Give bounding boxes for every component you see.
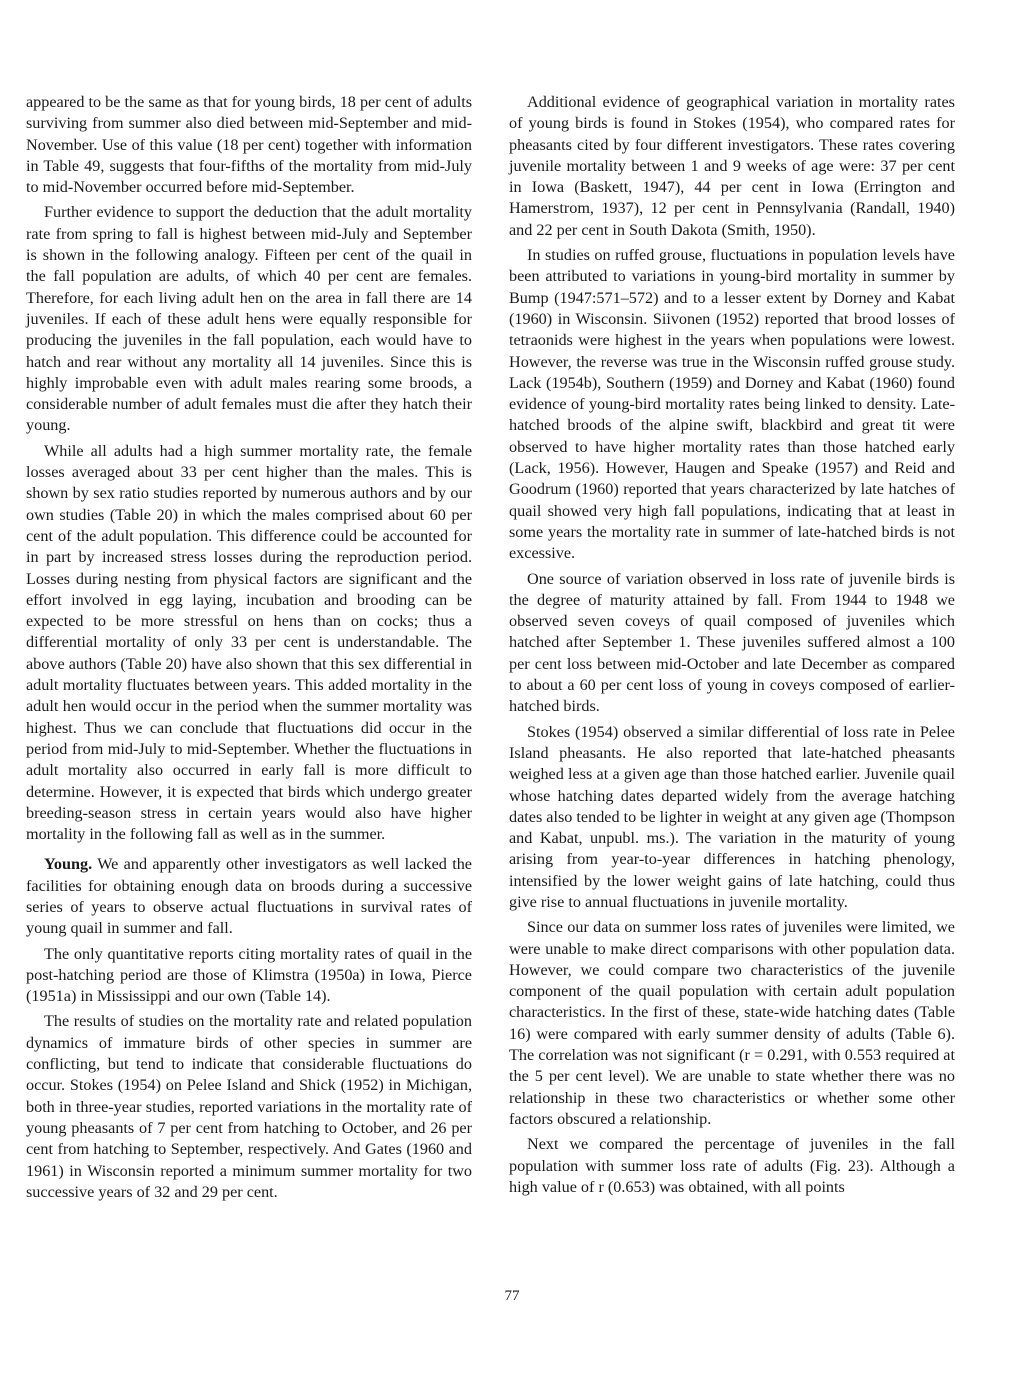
- section-heading-young: Young.: [44, 855, 93, 874]
- paragraph: The results of studies on the mortality rate and related population dynamics of immature birds of other species in summer are conflicting, but tend to indicate that considerable fluctuations do occur. Stokes (1954) on Pelee Island and Shick (1952) in Michigan, both in three-year studies, reported variations in the mortality rate of young pheasants of 7 per cent from hatching to October, and 26 per cent from hatching to September, respectively. And Gates (1960 and 1961) in Wisconsin reported a minimum summer mortality for two successive years of 32 and 29 per cent.: [26, 1012, 472, 1201]
- paragraph: One source of variation observed in loss rate of juvenile birds is the degree of maturity attained by fall. From 1944 to 1948 we observed seven coveys of quail composed of juveniles which hatched after September 1. These juveniles suffered almost a 100 per cent loss between mid-October and late December as compared to about a 60 per cent loss of young in coveys composed of earlier-hatched birds.: [509, 569, 955, 716]
- page-number: 77: [504, 1288, 520, 1304]
- paragraph: In studies on ruffed grouse, fluctuations in population levels have been attributed to variations in young-bird mortality in summer by Bump (1947:571–572) and to a lesser extent by Dorney and Kabat (1960) in Wisconsin. Siivonen (1952) reported that brood losses of tetraonids were highest in the years when populations were lowest. However, the reverse was true in the Wisconsin ruffed grouse study. Lack (1954b), Southern (1959) and Dorney and Kabat (1960) found evidence of young-bird mortality rates being linked to density. Late-hatched broods of the alpine swift, blackbird and great tit were observed to have higher mortality rates than those hatched early (Lack, 1956). However, Haugen and Speake (1957) and Reid and Goodrum (1960) reported that years characterized by late hatches of quail showed very high fall populations, indicating that at least in some years the mortality rate in summer of late-hatched birds is not excessive.: [509, 246, 955, 563]
- paragraph: appeared to be the same as that for young birds, 18 per cent of adults surviving from summer also died between mid-September and mid-November. Use of this value (18 per cent) together with information in Table 49, suggests that four-fifths of the mortality from mid-July to mid-November occurred before mid-September.: [26, 93, 472, 197]
- right-column: [509, 92, 955, 1198]
- section-paragraph-young: [26, 854, 472, 939]
- paragraph: Additional evidence of geographical variation in mortality rates of young birds is found in Stokes (1954), who compared rates for pheasants cited by four different investigators. These rates covering juvenile mortality between 1 and 9 weeks of age were: 37 per cent in Iowa (Baskett, 1947), 44 per cent in Iowa (Errington and Hamerstrom, 1937), 12 per cent in Pennsylvania (Randall, 1940) and 22 per cent in South Dakota (Smith, 1950).: [509, 93, 955, 239]
- paragraph: While all adults had a high summer mortality rate, the female losses averaged about 33 per cent higher than the males. This is shown by sex ratio studies reported by numerous authors and by our own studies (Table 20) in which the males comprised about 60 per cent of the adult population. This difference could be accounted for in part by increased stress losses during the reproduction period. Losses during nesting from physical factors are significant and the effort involved in egg laying, incubation and brooding can be expected to be more stressful on hens than on cocks; thus a differential mortality of only 33 per cent is understandable. The above authors (Table 20) have also shown that this sex differential in adult mortality fluctuates between years. This added mortality in the adult hen would occur in the period when the summer mortality was highest. Thus we can conclude that fluctuations did occur in the period from mid-July to mid-September. Whether the fluctuations in adult mortality also occurred in early fall is more difficult to determine. However, it is expected that birds which undergo greater breeding-season stress in certain years would also have higher mortality in the following fall as well as in the summer.: [26, 441, 472, 844]
- paragraph: Stokes (1954) observed a similar differential of loss rate in Pelee Island pheasants. He also reported that late-hatched pheasants weighed less at a given age than those hatched earlier. Juvenile quail whose hatching dates departed widely from the average hatching dates also tended to be lighter in weight at any given age (Thompson and Kabat, unpubl. ms.). The variation in the maturity of young arising from year-to-year differences in hatching phenology, intensified by the lower weight gains of late hatching, could thus give rise to annual fluctuations in juvenile mortality.: [509, 722, 955, 911]
- paragraph: Since our data on summer loss rates of juveniles were limited, we were unable to make direct comparisons with other population data. However, we could compare two characteristics of the juvenile component of the quail population with certain adult population characteristics. In the first of these, state-wide hatching dates (Table 16) were compared with early summer density of adults (Table 6). The correlation was not significant (r = 0.291, with 0.553 required at the 5 per cent level). We are unable to state whether there was no relationship in these two characteristics or whether some other factors obscured a relationship.: [509, 918, 955, 1128]
- paragraph: The only quantitative reports citing mortality rates of quail in the post-hatching period are those of Klimstra (1950a) in Iowa, Pierce (1951a) in Mississippi and our own (Table 14).: [26, 944, 472, 1006]
- left-column: [26, 92, 472, 1203]
- paragraph: Next we compared the percentage of juveniles in the fall population with summer loss rate of adults (Fig. 23). Although a high value of r (0.653) was obtained, with all points: [509, 1135, 955, 1196]
- paragraph: Further evidence to support the deduction that the adult mortality rate from spring to fall is highest between mid-July and September is shown in the following analogy. Fifteen per cent of the quail in the fall population are adults, of which 40 per cent are females. Therefore, for each living adult hen on the area in fall there are 14 juveniles. If each of these adult hens were equally responsible for producing the juveniles in the fall population, each would have to hatch and rear without any mortality all 14 juveniles. Since this is highly improbable even with adult males rearing some broods, a considerable number of adult females must die after they hatch their young.: [26, 203, 472, 435]
- paragraph-text: We and apparently other investigators as well lacked the facilities for obtaining enough data on broods during a successive series of years to observe actual fluctuations in survival rates of young quail in summer and fall.: [26, 855, 472, 938]
